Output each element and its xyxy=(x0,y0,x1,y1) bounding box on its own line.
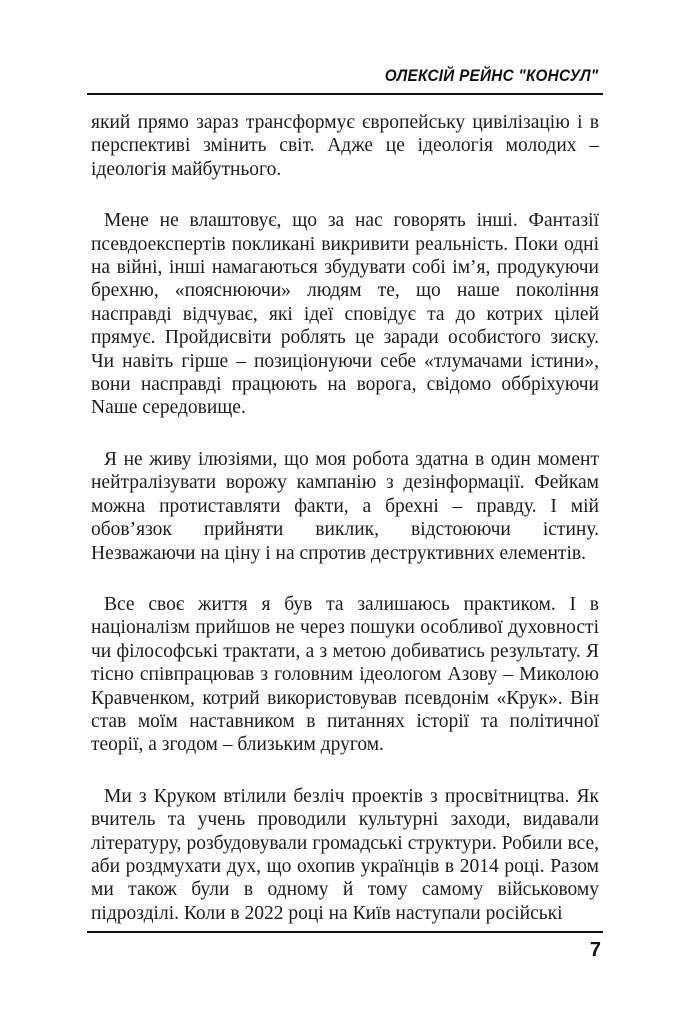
running-header: ОЛЕКСІЙ РЕЙНС "КОНСУЛ" xyxy=(384,66,598,85)
page-body xyxy=(91,111,599,953)
footer-rule xyxy=(87,931,603,933)
paragraph-3: Я не живу ілюзіями, що моя робота здатна в один момент нейтралізувати ворожу кампанію з дезінформації. Фейкам можна протиставляти факти, а брехні – правду. І мій обов’язок прийняти виклик, відстоюючи істину. Незважаючи на ціну і на спротив деструктивних елементів. xyxy=(91,448,599,564)
paragraph-4: Все своє життя я був та залишаюсь практиком. І в націоналізм прийшов не через пошуки особливої духовності чи філософські трактати, а з метою добиватись результату. Я тісно співпрацював з головним ідеологом Азову – Миколою Кравченком, котрий використовував псевдонім «Крук». Він став моїм наставником в питаннях історії та політичної теорії, а згодом – близьким другом. xyxy=(91,593,599,756)
paragraph-2: Мене не влаштовує, що за нас говорять інші. Фантазії псевдоекспертів покликані викривити реальність. Поки одні на війні, інші намагаються збудувати собі ім’я, продукуючи брехню, «пояснюючи» людям те, що наше покоління насправді відчуває, які ідеї сповідує та до котрих цілей прямує. Пройдисвіти роблять це заради особистого зиску. Чи навіть гірше – позиціонуючи себе «тлумачами істини», вони насправді працюють на ворога, свідомо оббріхуючи Nаше середовище. xyxy=(91,210,599,419)
page-number: 7 xyxy=(589,939,601,961)
paragraph-1: який прямо зараз трансформує європейську цивілізацію і в перспективі змінить світ. Адже це ідеологія молодих – ідеологія майбутнього. xyxy=(91,112,599,180)
header-rule xyxy=(87,93,603,95)
paragraph-5: Ми з Круком втілили безліч проектів з просвітництва. Як вчитель та учень проводили культурні заходи, видавали літературу, розбудовували громадські структури. Робили все, аби роздмухати дух, що охопив українців в 2014 році. Разом ми також були в одному й тому самому військовому підрозділі. Коли в 2022 році на Київ наступали російські xyxy=(91,785,599,924)
